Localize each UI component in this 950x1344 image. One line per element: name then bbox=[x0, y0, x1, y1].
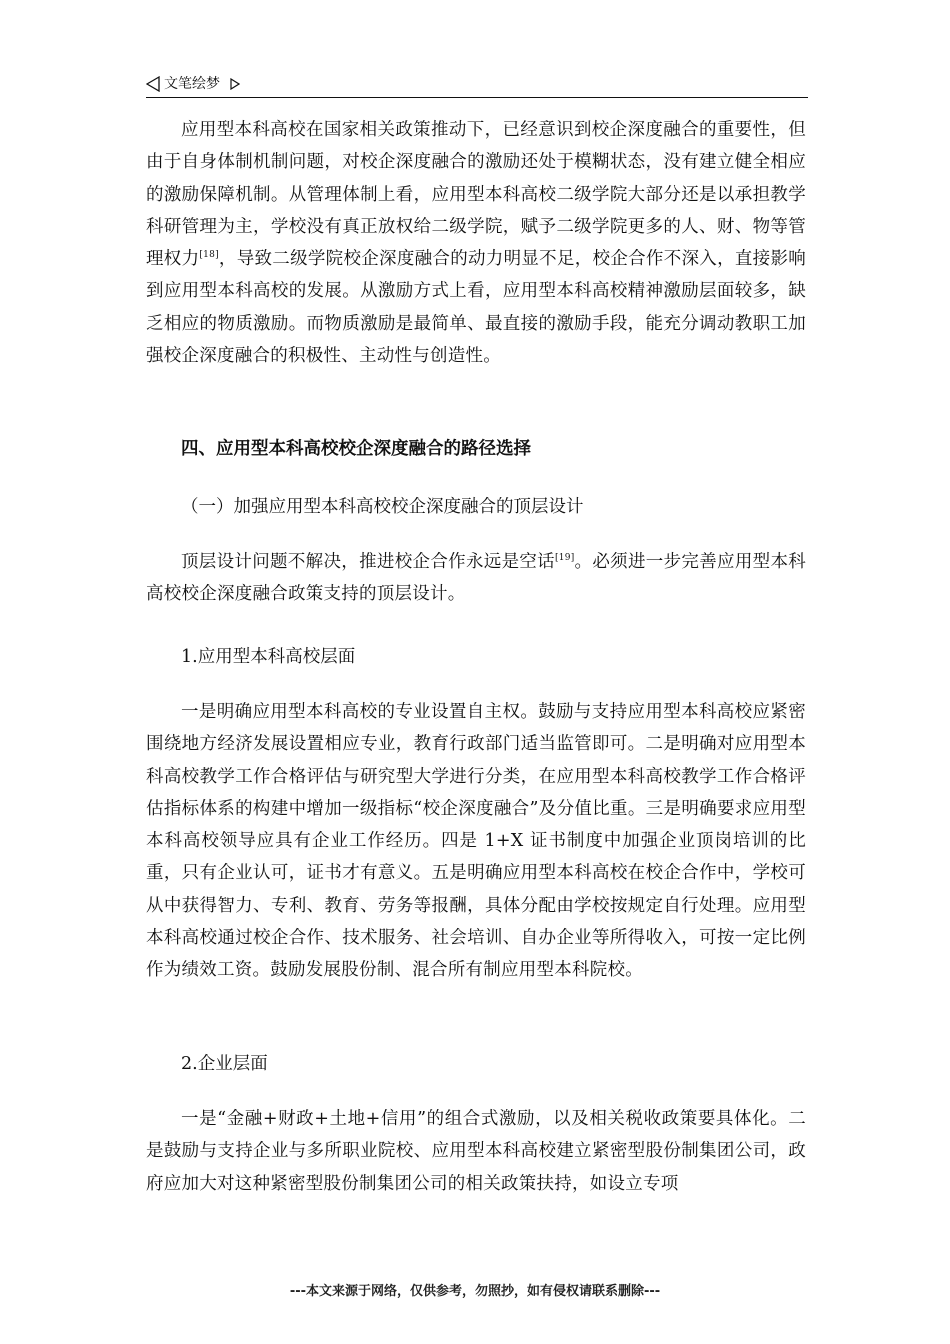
citation-ref: [18] bbox=[199, 250, 219, 261]
paragraph-university-level: 一是明确应用型本科高校的专业设置自主权。鼓励与支持应用型本科高校应紧密围绕地方经济发展设置相应专业，教育行政部门适当监管即可。二是明确对应用型本科高校教学工作合格评估与研究型大学进行分类，在应用型本科高校教学工作合格评估指标体系的构建中增加一级指标“校企深度融合”及分值比重。三是明确要求应用型本科高校领导应具有企业工作经历。四是 1+X 证书制度中加强企业顶岗培训的比重，只有企业认可，证书才有意义。五是明确应用型本科高校在校企合作中，学校可从中获得智力、专利、教育、劳务等报酬，具体分配由学校按规定自行处理。应用型本科高校通过校企合作、技术服务、社会培训、自办企业等所得收入，可按一定比例作为绩效工资。鼓励发展股份制、混合所有制应用型本科院校。 bbox=[146, 702, 806, 981]
subsection-heading: （一）加强应用型本科高校校企深度融合的顶层设计 bbox=[181, 497, 584, 517]
page-footer: ---本文来源于网络，仅供参考，勿照抄，如有侵权请联系删除--- bbox=[289, 1284, 661, 1299]
paragraph-text-continued: 。必须进一步完善应用型本科高校校企深度融合政策支持的顶层设计。 bbox=[146, 552, 807, 605]
item-heading-enterprise: 2.企业层面 bbox=[181, 1054, 268, 1074]
triangle-right-icon bbox=[230, 78, 240, 90]
citation-ref: [19] bbox=[555, 553, 575, 563]
item-heading-university: 1.应用型本科高校层面 bbox=[181, 647, 356, 667]
paragraph-text: 顶层设计问题不解决，推进校企合作永远是空话 bbox=[181, 552, 555, 572]
paragraph-enterprise-level: 一是“金融+财政+土地+信用”的组合式激励，以及相关税收政策要具体化。二是鼓励与支持企业与多所职业院校、应用型本科高校建立紧密型股份制集团公司，政府应加大对这种紧密型股份制集团公司的相关政策扶持，如设立专项 bbox=[146, 1109, 806, 1194]
paragraph-top-design bbox=[146, 546, 806, 611]
paragraph-text-continued: ，导致二级学院校企深度融合的动力明显不足，校企合作不深入，直接影响到应用型本科高校的发展。从激励方式上看，应用型本科高校精神激励层面较多，缺乏相应的物质激励。而物质激励是最简单、最直接的激励手段，能充分调动教职工加强校企深度融合的积极性、主动性与创造性。 bbox=[146, 249, 807, 367]
header-rule bbox=[146, 97, 808, 98]
triangle-left-icon bbox=[146, 76, 160, 92]
page-header bbox=[146, 72, 808, 98]
header-brand bbox=[146, 74, 240, 94]
header-brand-text: 文笔绘梦 bbox=[164, 76, 220, 92]
paragraph-incentive bbox=[146, 114, 806, 372]
paragraph-text: 应用型本科高校在国家相关政策推动下，已经意识到校企深度融合的重要性，但由于自身体制机制问题，对校企深度融合的激励还处于模糊状态，没有建立健全相应的激励保障机制。从管理体制上看，应用型本科高校二级学院大部分还是以承担教学科研管理为主，学校没有真正放权给二级学院，赋予二级学院更多的人、财、物等管理权力 bbox=[146, 120, 806, 270]
section-heading: 四、应用型本科高校校企深度融合的路径选择 bbox=[181, 439, 531, 459]
